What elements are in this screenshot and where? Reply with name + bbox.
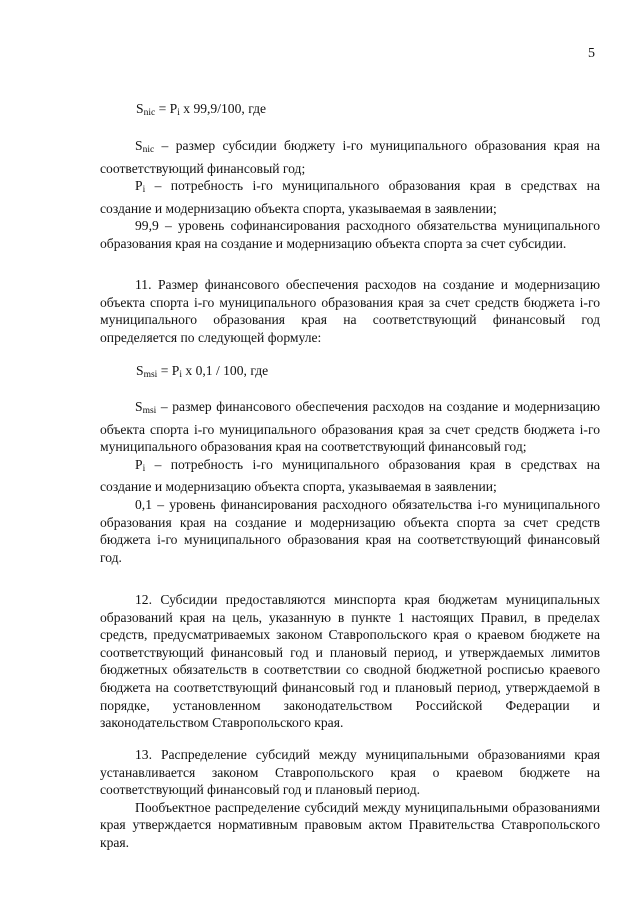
definition-p-i-2: $P_i$ – потребность i-го муниципального образования края в средствах на создание и модернизацию объекта спорта, указываемая в заявлении; [100, 456, 600, 495]
definition-p-i: $P_i$ – потребность i-го муниципального образования края в средствах на создание и модернизацию объекта спорта, указываемая в заявлении; [100, 178, 600, 216]
paragraph-13: 13. Распределение субсидий между муниципальными образованиями края устанавливается законом Ставропольского края о краевом бюджете на соответствующий финансовый год и плановый период. Пообъектное распределение субсидий между муниципальными образованиями края утверждается нормативным правовым актом Правительства Ставропольского края. [100, 747, 600, 850]
page-number: 5 [588, 46, 595, 61]
paragraph-12: 12. Субсидии предоставляются минспорта края бюджетам муниципальных образований края на цель, указанную в пункте 1 настоящих Правил, в пределах средств, предусматриваемых законом Ставропольского края о краевом бюджете на соответствующий финансовый год и плановый период, и утверждаемых лимитов бюджетных обязательств в соответствии со сводной бюджетной росписью краевого бюджета на соответствующий финансовый год и плановый период, утверждаемой в порядке, установленном законодательством Российской Федерации и законодательством Ставропольского края. [100, 592, 600, 731]
formula-s-msi: $S_{msi} = P_i$ x 0,1 / 100, где [136, 363, 269, 380]
formula-s-nic: $S_{nic} = P_i$ x 99,9/100, где [136, 101, 267, 118]
definition-0-1: 0,1 – уровень финансирования расходного обязательства i-го муниципального образования края на создание и модернизацию объекта спорта за счет средств бюджета i-го муниципального образования края на соответствующий финансовый год. [100, 496, 600, 565]
definition-99-9: 99,9 – уровень софинансирования расходного обязательства муниципального образования края на создание и модернизацию объекта спорта за счет субсидии. [100, 218, 600, 251]
definitions-block-1 [100, 137, 600, 253]
definitions-block-2 [100, 398, 600, 566]
paragraph-13-distribution: Пообъектное распределение субсидий между муниципальными образованиями края утверждается нормативным правовым актом Правительства Ставропольского края. [100, 799, 600, 850]
definition-s-msi: $S_{msi}$ – размер финансового обеспечения расходов на создание и модернизацию объекта спорта i-го муниципального образования края за счет средств бюджета i-го муниципального образования края на соответствующий финансовый год; [100, 399, 600, 455]
paragraph-11: 11. Размер финансового обеспечения расходов на создание и модернизацию объекта спорта i-го муниципального образования края за счет средств бюджета i-го муниципального образования края на соответствующий финансовый год определяется по следующей формуле: [100, 277, 600, 345]
definition-s-nic: $S_{nic}$ – размер субсидии бюджету i-го муниципального образования края на соответствующий финансовый год; [100, 138, 600, 176]
